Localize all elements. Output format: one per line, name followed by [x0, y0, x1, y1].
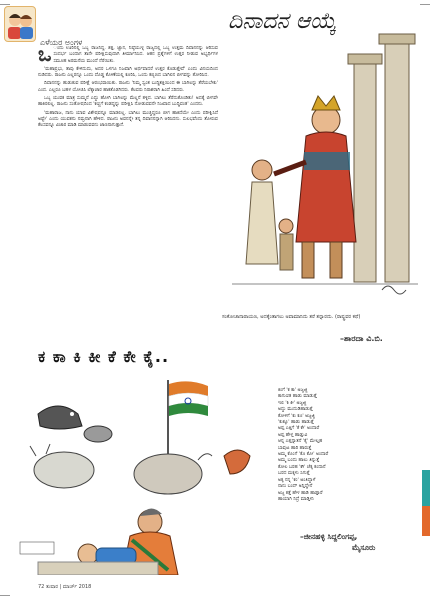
poem-line: ಅಪ್ಪ ಹೇಳ್ತ ಹಾಡ್ತುವಿ — [278, 432, 308, 438]
poem-author-name: –ಜೀನಹಳ್ಳಿ ಸಿದ್ದಲಿಂಗಪ್ಪ, — [300, 532, 358, 541]
poem-title: ಕ ಕಾ ಕಿ ಕೀ ಕೆ ಕೇ ಕೈ.. — [38, 347, 170, 366]
section-tag: ಎಳೆಯರ ಅಂಗಳ — [40, 38, 83, 47]
poem-line: ಅದ್ದು ಮುದುಡಿಹಾಡುತ್ತೆ — [278, 407, 313, 413]
poem-line: ಕೋಲ ಬರಹ 'ಕೌ' ಚೆಕ್ಕ ಕಂದಾನೆ — [278, 464, 326, 470]
story-caption: ಸಂಕೋಚಾನಾರಾಯಣ, ಅದಕ್ಕೆಂತಾಗಲು ಅವಾಮಾನಿದು ತರೆ ತನ್ನಾರದು. (ರಾಷ್ಟ್ರವರ ಕಥೆ) — [222, 314, 361, 320]
poem-line: ಬಾವುಟ ಹಾರಿ ಹಾರುತ್ತೆ — [278, 445, 312, 451]
poem-line: ಅಮ್ಮ ಕೊಂಗೆ 'ಕೊ ಕೋ' ಅಂದಾರೆ — [278, 452, 329, 458]
crop-mark — [0, 585, 10, 596]
poem-line: ಕಿಂಗೆ 'ಕ ಕಾ' ಅಜ್ಜಜ್ಜಿ — [278, 388, 308, 393]
poem-line: ಇಲಿ 'ಕಿ ಕೀ' ಅಜ್ಜಜ್ಜಿ — [278, 400, 307, 406]
poem-author — [300, 531, 375, 553]
story-title: ದಿನಾದನ ಆಯ್ಕೆ — [228, 9, 337, 34]
edge-color-tab — [422, 506, 430, 536]
poem-line: ಅಕ್ಕ ನನ್ನ 'ಕಂ' ಅಂತಿದ್ದಾಳೆ — [278, 477, 316, 483]
poem-author-place: ಮೈಸೂರು — [352, 543, 376, 552]
poem-line: ಕಾಗುಣಿತ ಹಾಡು ಮಾಡುತ್ತೆ — [278, 394, 317, 400]
poem-line: ಆನ್ನ ಎತ್ತನ್ನಾತನೆ 'ಕೈ' ಮೇಲ್ತಹ — [278, 439, 323, 445]
story-illustration — [222, 2, 418, 312]
poem-line: ನಾನು ಬಂದ್ ಅನ್ತಿದ್ದೇನೆ — [278, 484, 313, 490]
story-paragraph: ಒಬ್ಬ ಯುವಕ ಮಾತ್ರ ಸುಮ್ಮನೆ ಎದ್ದು ಹೋಗಿ ಬಾಗಿಲನ್ನು ಮೆಲ್ಲನೆ ತಳ್ಳಿದ. ಬಾಗಿಲು ತೆರೆದುಕೊಂಡಿತು! ಅದಕ್ಕೆ ಬೀಗವೇ ಹಾಕಿರಲಿಲ್ಲ. ರಾಜನು ಸಂತೋಷದಿಂದ 'ಕಣ್ಣಿಗೆ ಕಂಡದ್ದನ್ನು ಪರೀಕ್ಷಿಸಿ ನೋಡುವವನೇ ನಿಜವಾದ ಬುದ್ಧಿವಂತ' ಎಂದನು. — [38, 96, 218, 108]
poem-line: ಕೋಳಿಗೆ 'ಕು ಕೂ' ಅಜ್ಜಜ್ಜಿ — [278, 413, 315, 419]
poem-line: 'ಕುಕ್ಕೂ' ಹಾಡು ಹಾಡುತ್ತೆ — [278, 420, 314, 426]
story-paragraph: ಂದು ಊರಿನಲ್ಲಿ ಒಬ್ಬ ರಾಜನಿದ್ದ. ಶಕ್ತ, ಜ್ಞಾನ, ನಿಷ್ಠೆಯುಳ್ಳ ರಾಜ್ಯದಲ್ಲಿ ಒಬ್ಬ ಉತ್ತಮ ದಿವಾನನನ್ನು ಆರಿಸುವ ಸಂದರ್ಭ ಬಂದಾಗ ತಾನೇ ಪರೀಕ್ಷಿಸುವುದಾಗಿ ತೀರ್ಮಾನಿಸಿದ. ಆತನ ಪ್ರಶ್ನೆಗಳಿಗೆ ಉತ್ತರ ನೀಡುವ ಅಭ್ಯರ್ಥಿಗಳ ಸಮೂಹ ಅರಮನೆಯ ಮುಂದೆ ನೆರೆಯಿತು. — [53, 46, 218, 64]
drop-cap: ಒ — [38, 46, 52, 66]
story-paragraph: 'ಮಹಾಪ್ರಭು, ತಾವು ಕೇಳಿದುದು, ಅದರ ಒಳಗೂ ನಿಜವಾಗಿ ಅರ್ಥವಾದರೆ ಉತ್ತರ ಕೊಡುತ್ತೇವೆ' ಎಂದು ವಿನಯದಿಂದ ನುಡಿದರು. ರಾಜನು ಎಲ್ಲರನ್ನೂ ಒಂದು ದೊಡ್ಡ ಕೋಣೆಯಲ್ಲಿ ಕೂರಿಸಿ, ಒಂದು ಕಬ್ಬಿಣದ ಬಾಗಿಲಿನ ಬೀಗವನ್ನು ತೋರಿಸಿದ. — [38, 66, 218, 79]
poem-line: ಅಜ್ಜ ಕತ್ತೆ ಹೇಳ ಹಾಡಿ ಹಾಡ್ತಾರೆ — [278, 490, 323, 496]
poem-body — [278, 388, 408, 503]
poem-illustration — [18, 370, 270, 575]
poem-line: ಬರದ ಮಕ್ಕಳು ಸಿಗುತ್ತೆ — [278, 471, 310, 477]
story-author: –ಶಾರದಾ ವಿ.ಬಿ. — [340, 334, 383, 343]
edge-color-tab — [422, 470, 430, 506]
story-paragraph: 'ಮಹಾರಾಜ, ನಾನು ಯಾವ ವಿಶೇಷವನ್ನೂ ಮಾಡಲಿಲ್ಲ. ಬಾಗಿಲು ಮುಚ್ಚಿದ್ದರೂ ಬೀಗ ಹಾಕಿದೆಯೇ ಎಂದು ಪರೀಕ್ಷಿಸಿದೆ ಅಷ್ಟೇ' ಎಂದು ಯುವಕನು ನಮ್ರನಾಗಿ ಹೇಳಿದ. ರಾಜನು ಅವನನ್ನೇ ತನ್ನ ದಿವಾನನನ್ನಾಗಿ ಆರಿಸಿದನು. ಸುಲಭವೆಂದು ತೋರುವ ಕೆಲಸವನ್ನೂ ವಿಚಾರ ಮಾಡಿ ಮಾಡುವವನು ಜಾಣನಾಗುತ್ತಾನೆ. — [38, 110, 218, 129]
poem-line: ಅಮ್ಮ ಬಂದು ಹಾಲು ತಿನ್ನುತ್ತೆ — [278, 458, 320, 464]
page-footer: 72 ತುಷಾರ | ಮಾರ್ಚ್ 2018 — [38, 584, 92, 590]
section-avatar-icon — [4, 6, 36, 42]
crop-mark — [420, 4, 430, 15]
story-paragraph: ದಿವಾನನನ್ನು ಹುಡುಕುವ ಪರೀಕ್ಷೆ ಆರಂಭವಾಯಿತು. ರಾಜನು 'ನಿಮ್ಮ ಸ್ವಂತ ಬುದ್ಧಿಶಕ್ತಿಯಿಂದ ಈ ಬಾಗಿಲನ್ನು ತೆರೆಯಬೇಕು' ಎಂದ. ಎಲ್ಲರೂ ಬಹಳ ಯೋಚಿಸಿ ಲೆಕ್ಕಾಚಾರ ಹಾಕತೊಡಗಿದರು. ಕೆಲವರು ನಿರಾಶರಾಗಿ ಹಿಂದೆ ಸರಿದರು. — [38, 81, 218, 93]
poem-line: ಅಪ್ಪ ಎತ್ತಿಗೆ 'ಕೆ ಕೇ' ಅಂದಾರೆ — [278, 426, 320, 432]
story-body — [38, 46, 218, 296]
poem-line: ಹಾಯಾಗಿ ನಿದ್ರೆ ಮಾಡ್ತೀನಿ — [278, 496, 314, 502]
